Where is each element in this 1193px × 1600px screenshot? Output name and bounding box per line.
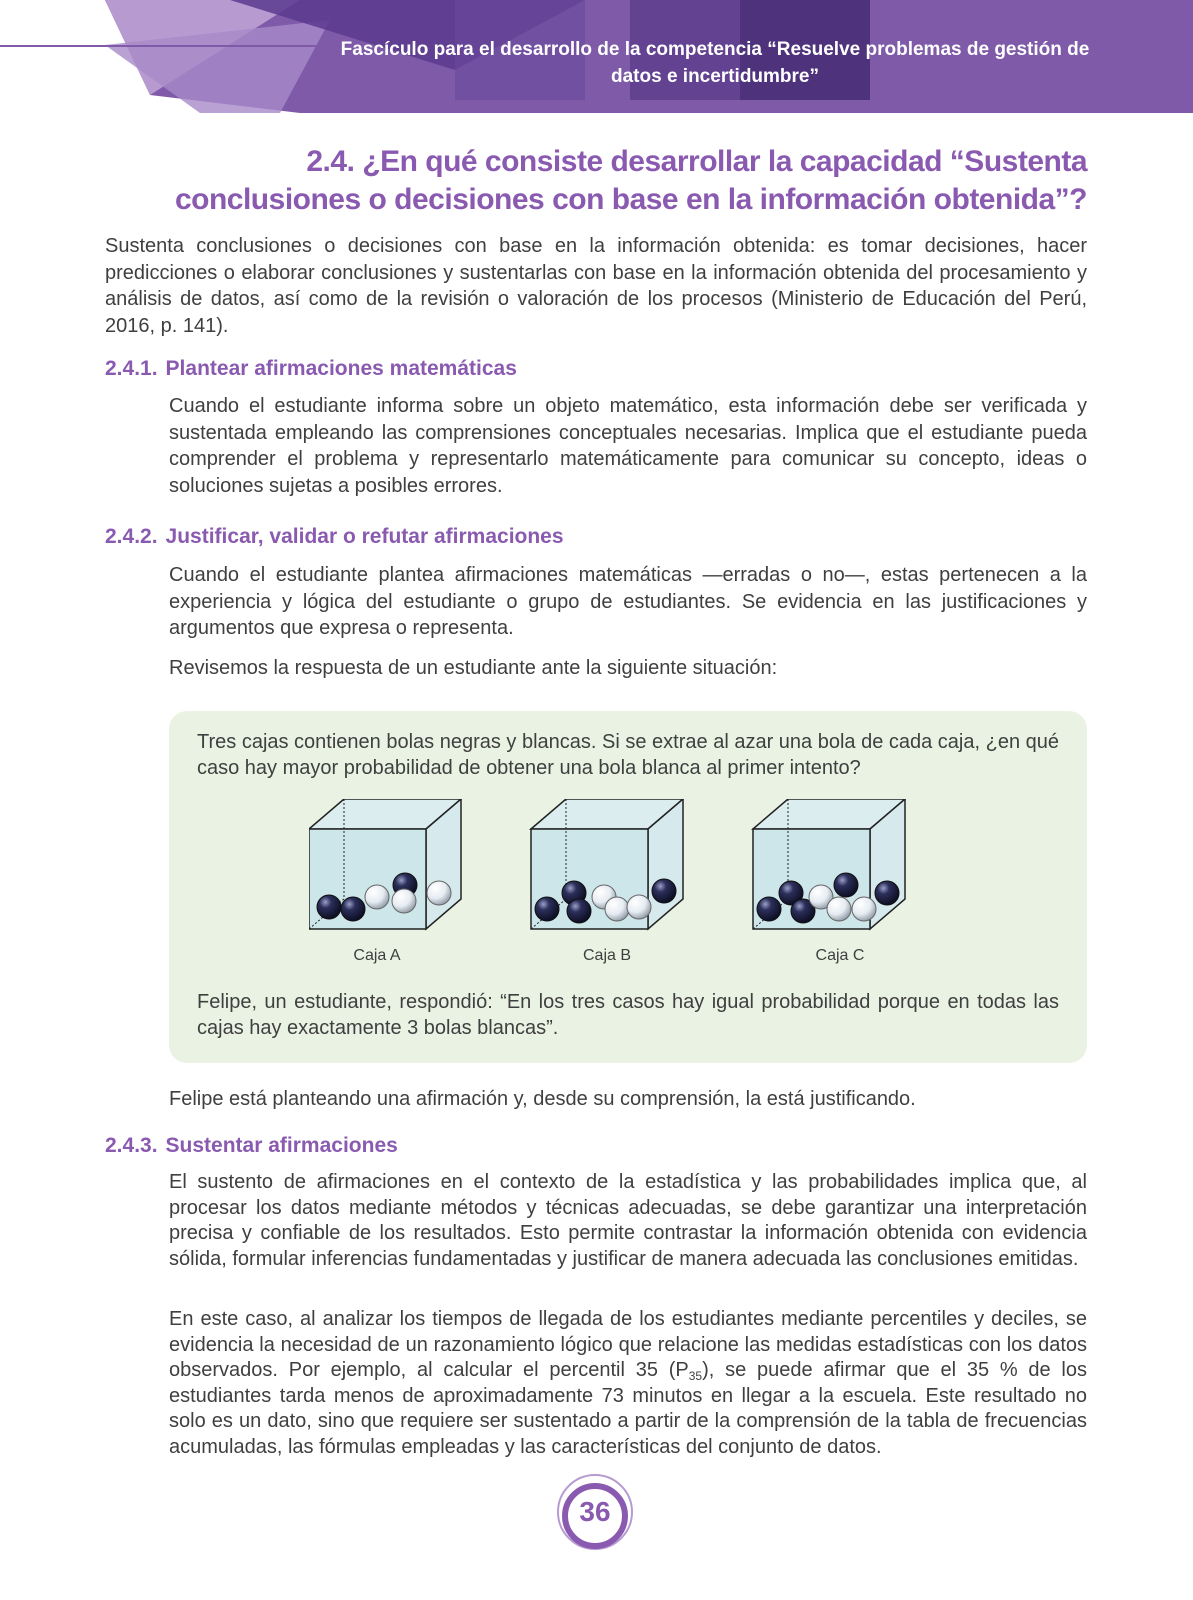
subsection-title: Justificar, validar o refutar afirmaciones	[165, 525, 564, 548]
box-b-label: Caja B	[582, 947, 632, 964]
subsection-2-intro-situation: Revisemos la respuesta de un estudiante ante la siguiente situación:	[169, 657, 778, 679]
situation-box	[169, 711, 1087, 1063]
box-c	[753, 799, 905, 929]
student-answer: Felipe, un estudiante, respondió: “En los tres casos hay igual probabilidad porque en todas las cajas hay exactamente 3 bolas blancas”.	[197, 991, 1059, 1039]
subsection-1-paragraph: Cuando el estudiante informa sobre un objeto matemático, esta información debe ser verificada y sustentada empleando las comprensiones conceptuales necesarias. Implica que el estudiante pueda comprender el problema y representarlo matemáticamente para comunicar su concepto, ideas o soluciones sujetas a posibles errores.	[169, 395, 1087, 497]
subsection-3-paragraph-1: El sustento de afirmaciones en el contexto de la estadística y las probabilidades implica que, al procesar los datos mediante métodos y técnicas adecuadas, se debe garantizar una interpretación precisa y confiable de los resultados. Esto permite contrastar la información obtenida con evidencia sólida, formular inferencias fundamentadas y justificar de manera adecuada las conclusiones emitidas.	[169, 1171, 1087, 1270]
subsection-number: 2.4.2.	[105, 525, 158, 548]
subsection-title: Sustentar afirmaciones	[165, 1134, 398, 1157]
header-banner	[0, 0, 1193, 115]
subsection-heading-3	[105, 1133, 398, 1159]
subsection-heading-1	[105, 356, 517, 382]
paragraph-part: En este caso, al analizar los tiempos de llegada de los estudiantes mediante percentiles y deciles, se evidencia la necesidad de un razonamiento lógico que relacione las medidas estadísticas con los datos observados. Por ejemplo, al calcular el percentil 35 (P	[169, 1308, 1087, 1381]
subsection-number: 2.4.1.	[105, 357, 158, 380]
situation-question: Tres cajas contienen bolas negras y blancas. Si se extrae al azar una bola de cada caja, ¿en qué caso hay mayor probabilidad de obtener una bola blanca al primer intento?	[197, 731, 1060, 779]
subsection-2-conclusion: Felipe está planteando una afirmación y, desde su comprensión, la está justificando.	[169, 1088, 916, 1110]
subsection-title: Plantear afirmaciones matemáticas	[165, 357, 517, 380]
box-a-label: Caja A	[353, 947, 401, 964]
subsection-2-paragraph: Cuando el estudiante plantea afirmaciones matemáticas —erradas o no—, estas pertenecen a la experiencia y lógica del estudiante o grupo de estudiantes. Se evidencia en las justificaciones y argumentos que expresa o representa.	[169, 564, 1087, 639]
page-number: 36	[579, 1496, 611, 1527]
subsection-number: 2.4.3.	[105, 1134, 158, 1157]
subsection-3-paragraph-2	[169, 1307, 1087, 1460]
box-c-label: Caja C	[815, 947, 865, 964]
box-a	[309, 799, 461, 929]
section-title: 2.4. ¿En qué consiste desarrollar la capacidad “Sustenta conclusiones o decisiones con base en la información obtenida”?	[174, 145, 1087, 216]
boxes-illustration	[309, 799, 929, 949]
subsection-heading-2	[105, 524, 564, 550]
header-title: Fascículo para el desarrollo de la competencia “Resuelve problemas de gestión de datos e incertidumbre”	[340, 39, 1090, 87]
box-b	[531, 799, 683, 929]
intro-paragraph: Sustenta conclusiones o decisiones con base en la información obtenida: es tomar decisiones, hacer predicciones o elaborar conclusiones y sustentarlas con base en la información obtenida del procesamiento y análisis de datos, así como de la revisión o valoración de los procesos (Ministerio de Educación del Perú, 2016, p. 141).	[105, 235, 1087, 337]
paragraph-part: ), se puede afirmar que el 35 % de los estudiantes tarda menos de aproximadamente 73 minutos en llegar a la escuela. Este resultado no solo es un dato, sino que requiere ser sustentado a partir de la comprensión de la tabla de frecuencias acumuladas, las fórmulas empleadas y las características del conjunto de datos.	[169, 1359, 1087, 1458]
percentile-subscript: 35	[688, 1369, 703, 1383]
